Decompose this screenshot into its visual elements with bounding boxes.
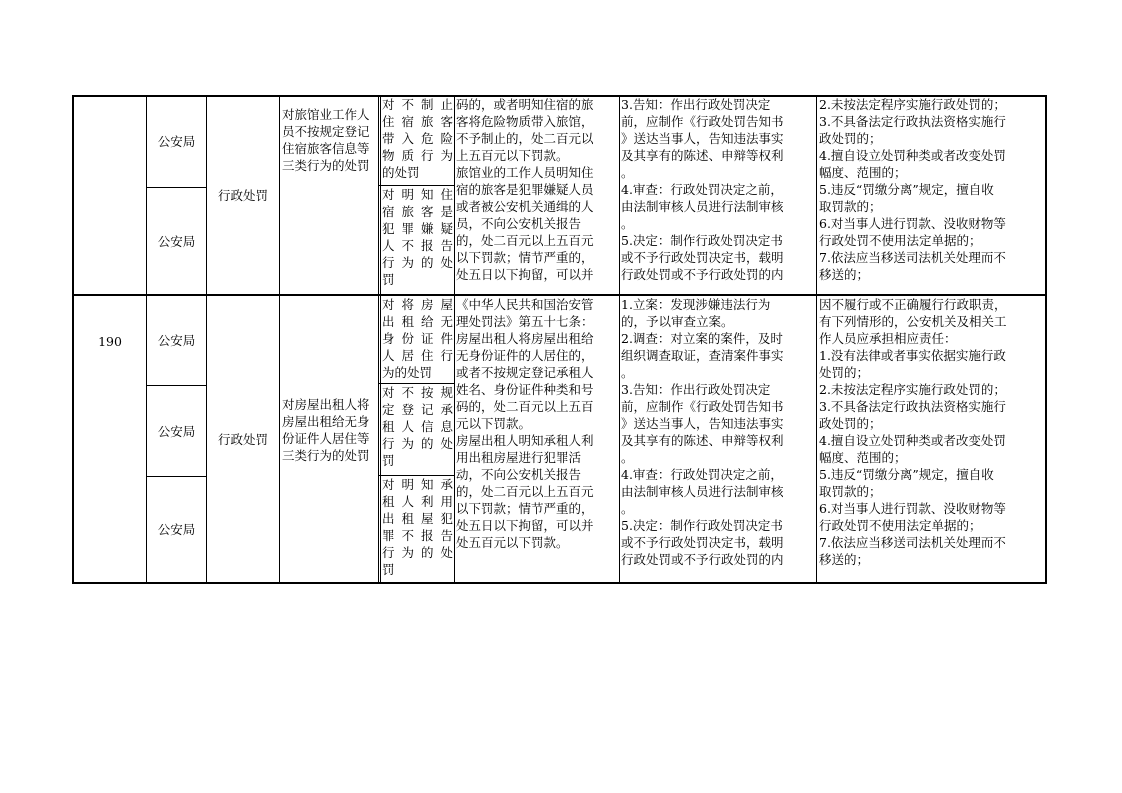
basis-line: 姓名、身份证件种类和号 [456, 382, 594, 397]
process-line: 。 [621, 501, 634, 516]
sub-item-line: 人不报告 [382, 238, 453, 253]
sub-item-line: 罚 [382, 562, 395, 577]
process-line: 5.决定：制作行政处罚决定书 [621, 518, 783, 533]
sub-item-line: 行为的处 [382, 545, 453, 560]
liability-line: 移送的； [819, 552, 870, 567]
liability-line: 5.违反“罚缴分离”规定，擅自收 [819, 182, 994, 197]
liability-line: 2.未按法定程序实施行政处罚的； [819, 97, 1006, 112]
process-cell [621, 296, 815, 582]
basis-line: 处五日以下拘留，可以并 [456, 267, 594, 282]
basis-line: 的，处二百元以上五百元 [456, 484, 594, 499]
dept-cell [147, 386, 206, 476]
liability-line: 5.违反“罚缴分离”规定，擅自收 [819, 467, 994, 482]
category-cell [207, 296, 279, 582]
liability-line: 取罚款的； [819, 199, 882, 214]
liability-line: 幅度、范围的； [819, 165, 907, 180]
row-number-cell [74, 296, 146, 386]
process-line: 组织调查取证，查清案件事实 [621, 348, 784, 363]
category-cell [207, 96, 279, 294]
basis-line: 客将危险物质带入旅馆， [456, 114, 594, 129]
sub-item-line: 宿旅客是 [382, 204, 453, 219]
dept-cell [147, 296, 206, 385]
liability-line: 2.未按法定程序实施行政处罚的； [819, 382, 1006, 397]
liability-line: 4.擅自设立处罚种类或者改变处罚 [819, 148, 1006, 163]
sub-item-line: 罪不报告 [382, 528, 453, 543]
basis-line: 或者被公安机关通缉的人 [456, 199, 594, 214]
liability-line: 有下列情形的，公安机关及相关工 [819, 314, 1007, 329]
sub-item-line: 对明知承 [382, 477, 453, 492]
basis-line: 无身份证件的人居住的， [456, 348, 594, 363]
basis-line: 《中华人民共和国治安管 [456, 297, 594, 312]
liability-line: 政处罚的； [819, 416, 882, 431]
item-name-cell [282, 106, 377, 286]
liability-line: 取罚款的； [819, 484, 882, 499]
liability-line: 7.依法应当移送司法机关处理而不 [819, 535, 1006, 550]
process-line: 。 [621, 450, 634, 465]
sub-item-line: 人居住行 [382, 348, 453, 363]
basis-line: 元以下罚款。 [456, 416, 532, 431]
basis-line: 的，处二百元以上五百元 [456, 233, 594, 248]
col-divider [279, 95, 280, 584]
sub-item-cell [382, 96, 453, 185]
basis-line: 或者不按规定登记承租人 [456, 365, 594, 380]
dept-label: 公安局 [157, 522, 196, 537]
liability-line: 6.对当事人进行罚款、没收财物等 [819, 501, 1006, 516]
sub-item-line: 出租屋犯 [382, 511, 453, 526]
basis-line: 房屋出租人明知承租人利 [456, 433, 594, 448]
sub-item-line: 为的处罚 [382, 365, 433, 380]
sub-item-line: 对将房屋 [382, 297, 453, 312]
liability-cell [819, 96, 1045, 294]
sub-item-cell [382, 296, 453, 383]
liability-line: 1.没有法律或者事实依据实施行政 [819, 348, 1006, 363]
sub-item-line: 物质行为 [382, 148, 453, 163]
basis-line: 动，不向公安机关报告 [456, 467, 582, 482]
process-line: 由法制审核人员进行法制审核 [621, 199, 784, 214]
liability-line: 3.不具备法定行政执法资格实施行 [819, 114, 1006, 129]
basis-line: 以下罚款；情节严重的， [456, 250, 594, 265]
category-label: 行政处罚 [217, 187, 268, 203]
process-line: 3.告知：作出行政处罚决定 [621, 382, 771, 397]
sub-item-cell [382, 476, 453, 582]
process-line: 1.立案：发现涉嫌违法行为 [621, 297, 771, 312]
process-line: 》送达当事人，告知违法事实 [621, 131, 784, 146]
liability-line: 政处罚的； [819, 131, 882, 146]
process-line: 的，予以审查立案。 [621, 314, 734, 329]
sub-item-line: 对不按规 [382, 385, 453, 400]
process-line: 或不予行政处罚决定书，载明 [621, 250, 784, 265]
basis-line: 码的，处二百元以上五百 [456, 399, 594, 414]
sub-item-line: 的处罚 [382, 165, 420, 180]
sub-item-cell [382, 384, 453, 475]
liability-line: 幅度、范围的； [819, 450, 907, 465]
category-label: 行政处罚 [217, 431, 268, 447]
process-line: 。 [621, 216, 634, 231]
process-line: 由法制审核人员进行法制审核 [621, 484, 784, 499]
process-line: 。 [621, 365, 634, 380]
process-line: 及其享有的陈述、申辩等权利 [621, 433, 784, 448]
dept-label: 公安局 [157, 233, 196, 249]
dept-cell [147, 96, 206, 187]
dept-label: 公安局 [157, 423, 196, 439]
col-divider [380, 95, 381, 584]
dept-label: 公安局 [157, 134, 196, 149]
dept-cell [147, 477, 206, 582]
basis-line: 理处罚法》第五十七条： [456, 314, 594, 329]
item-name-cell [282, 396, 377, 496]
sub-item-line: 住宿旅客 [382, 114, 453, 129]
col-divider [378, 95, 379, 584]
process-cell [621, 96, 815, 294]
basis-line: 旅馆业的工作人员明知住 [456, 165, 594, 180]
process-line: 3.告知：作出行政处罚决定 [621, 97, 771, 112]
liability-line: 移送的； [819, 267, 870, 282]
sub-item-line: 行为的处 [382, 436, 453, 451]
process-line: 。 [621, 165, 634, 180]
sub-item-line: 定登记承 [382, 402, 453, 417]
liability-line: 处罚的； [819, 365, 870, 380]
liability-line: 3.不具备法定行政执法资格实施行 [819, 399, 1006, 414]
sub-item-line: 租人利用 [382, 494, 453, 509]
basis-line: 用出租房屋进行犯罪活 [456, 450, 582, 465]
sub-item-line: 带入危险 [382, 131, 453, 146]
basis-cell [456, 296, 618, 582]
liability-cell [819, 296, 1045, 582]
process-line: 5.决定：制作行政处罚决定书 [621, 233, 783, 248]
process-line: 前，应制作《行政处罚告知书 [621, 399, 784, 414]
basis-line: 处五日以下拘留，可以并 [456, 518, 594, 533]
process-line: 2.调查：对立案的案件，及时 [621, 331, 783, 346]
liability-line: 行政处罚不使用法定单据的； [819, 233, 982, 248]
item-name: 对旅馆业工作人员不按规定登记住宿旅客信息等三类行为的处罚 [282, 107, 370, 173]
sub-item-line: 出租给无 [382, 314, 453, 329]
item-name: 对房屋出租人将房屋出租给无身份证件人居住等三类行为的处罚 [282, 397, 370, 463]
dept-label: 公安局 [157, 333, 196, 348]
dept-cell [147, 188, 206, 294]
basis-line: 码的，或者明知住宿的旅 [456, 97, 594, 112]
process-line: 及其享有的陈述、申辩等权利 [621, 148, 784, 163]
liability-line: 7.依法应当移送司法机关处理而不 [819, 250, 1006, 265]
basis-line: 宿的旅客是犯罪嫌疑人员 [456, 182, 594, 197]
basis-line: 处五百元以下罚款。 [456, 535, 569, 550]
basis-line: 员，不向公安机关报告 [456, 216, 582, 231]
basis-line: 房屋出租人将房屋出租给 [456, 331, 594, 346]
sub-item-line: 行为的处 [382, 255, 453, 270]
col-divider [816, 95, 817, 584]
sub-item-line: 犯罪嫌疑 [382, 221, 453, 236]
process-line: 4.审查：行政处罚决定之前， [621, 182, 783, 197]
sub-item-line: 罚 [382, 272, 395, 287]
col-divider [619, 95, 620, 584]
liability-line: 行政处罚不使用法定单据的； [819, 518, 982, 533]
col-divider [454, 95, 455, 584]
liability-line: 作人员应承担相应责任： [819, 331, 957, 346]
row-number: 190 [98, 333, 122, 349]
basis-line: 上五百元以下罚款。 [456, 148, 569, 163]
process-line: 行政处罚或不予行政处罚的内 [621, 552, 784, 567]
sub-item-line: 罚 [382, 453, 395, 468]
liability-line: 6.对当事人进行罚款、没收财物等 [819, 216, 1006, 231]
basis-line: 以下罚款；情节严重的， [456, 501, 594, 516]
liability-line: 因不履行或不正确履行行政职责， [819, 297, 1007, 312]
sub-item-line: 租人信息 [382, 419, 453, 434]
sub-item-line: 对不制止 [382, 97, 453, 112]
process-line: 4.审查：行政处罚决定之前， [621, 467, 783, 482]
sub-item-line: 对明知住 [382, 187, 453, 202]
process-line: 行政处罚或不予行政处罚的内 [621, 267, 784, 282]
process-line: 》送达当事人，告知违法事实 [621, 416, 784, 431]
sub-item-line: 身份证件 [382, 331, 453, 346]
liability-line: 4.擅自设立处罚种类或者改变处罚 [819, 433, 1006, 448]
process-line: 或不予行政处罚决定书，载明 [621, 535, 784, 550]
process-line: 前，应制作《行政处罚告知书 [621, 114, 784, 129]
basis-line: 不予制止的，处二百元以 [456, 131, 594, 146]
basis-cell [456, 96, 618, 294]
sub-item-cell [382, 186, 453, 294]
